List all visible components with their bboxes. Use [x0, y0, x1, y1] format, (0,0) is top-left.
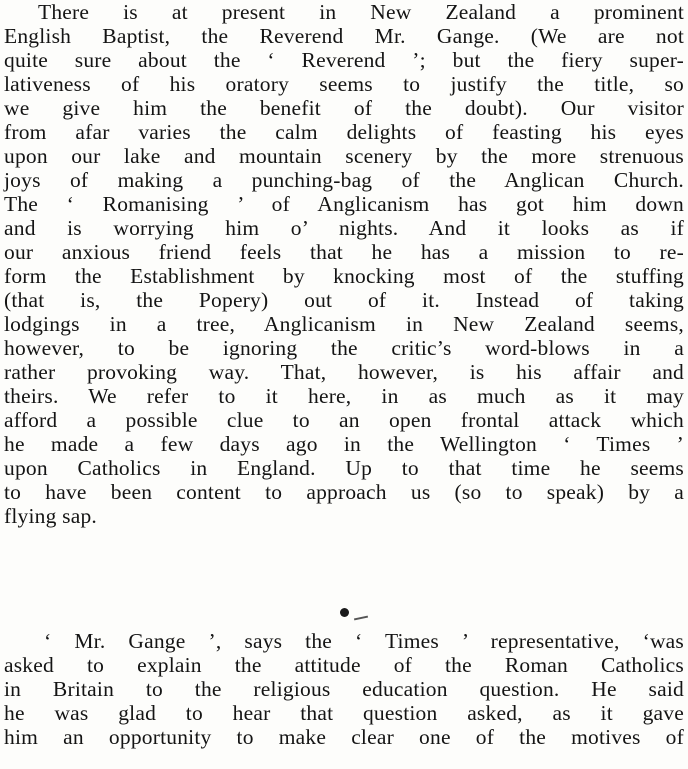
text-line: he was glad to hear that question asked, as it gave: [4, 701, 684, 725]
text-line: theirs. We refer to it here, in as much as it may: [4, 384, 684, 408]
text-line: There is at present in New Zealand a prominent: [38, 0, 684, 24]
text-line: afford a possible clue to an open frontal attack which: [4, 408, 684, 432]
text-line: asked to explain the attitude of the Roman Catholics: [4, 653, 684, 677]
text-line: our anxious friend feels that he has a mission to re-: [4, 240, 684, 264]
text-line: to have been content to approach us (so to speak) by a: [4, 480, 684, 504]
text-line: however, to be ignoring the critic’s word-blows in a: [4, 336, 684, 360]
text-line: English Baptist, the Reverend Mr. Gange. (We are not: [4, 24, 684, 48]
text-line: upon Catholics in England. Up to that time he seems: [4, 456, 684, 480]
text-line: we give him the benefit of the doubt). Our visitor: [4, 96, 684, 120]
text-line: (that is, the Popery) out of it. Instead of taking: [4, 288, 684, 312]
text-line: him an opportunity to make clear one of the motives of: [4, 725, 684, 749]
text-line: from afar varies the calm delights of feasting his eyes: [4, 120, 684, 144]
text-line: form the Establishment by knocking most of the stuffing: [4, 264, 684, 288]
text-line: joys of making a punching-bag of the Anglican Church.: [4, 168, 684, 192]
separator-dot: [340, 608, 349, 617]
separator-dash: [354, 616, 368, 621]
section-separator: [332, 605, 392, 625]
paragraph-1: [4, 0, 684, 528]
text-line: The ‘ Romanising ’ of Anglicanism has got him down: [4, 192, 684, 216]
text-line: upon our lake and mountain scenery by the more strenuous: [4, 144, 684, 168]
text-line: and is worrying him o’ nights. And it looks as if: [4, 216, 684, 240]
text-line: he made a few days ago in the Wellington ‘ Times ’: [4, 432, 684, 456]
text-line: flying sap.: [4, 504, 97, 528]
text-line: quite sure about the ‘ Reverend ’; but the fiery super-: [4, 48, 684, 72]
text-line: rather provoking way. That, however, is his affair and: [4, 360, 684, 384]
text-line: ‘ Mr. Gange ’, says the ‘ Times ’ representative, ‘was: [44, 629, 684, 653]
text-line: lativeness of his oratory seems to justify the title, so: [4, 72, 684, 96]
text-line: lodgings in a tree, Anglicanism in New Zealand seems,: [4, 312, 684, 336]
text-line: in Britain to the religious education question. He said: [4, 677, 684, 701]
paragraph-2: [4, 629, 684, 749]
